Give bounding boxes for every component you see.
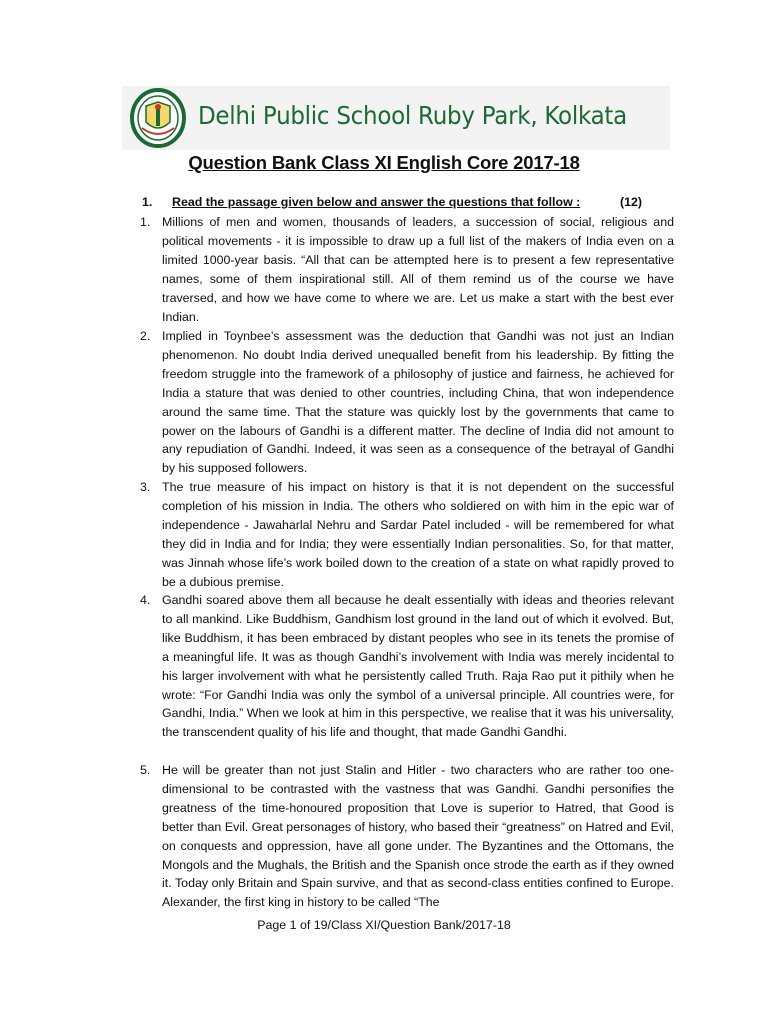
paragraph-text: Implied in Toynbee’s assessment was the deduction that Gandhi was not just an Indian phenomenon. No doubt India derived unequalled benefit from his leadership. By fitting the freedom struggle into the framework of a philosophy of justice and fairness, he achieved for India a stature that was denied to other countries, including China, that won independence around the same time. That the stature was quickly lost by the governments that came to power on the labours of Gandhi is a different matter. The decline of India did not amount to any repudiation of Gandhi. Indeed, it was seen as a consequence of the betrayal of Gandhi by his supposed followers. — [162, 329, 674, 476]
question-marks: (12) — [620, 195, 643, 209]
paragraph-number: 2. — [140, 329, 151, 343]
passage-paragraph — [140, 213, 674, 326]
paragraph-number: 1. — [140, 215, 151, 229]
paragraph-number: 4. — [140, 593, 151, 607]
paragraph-text: Millions of men and women, thousands of leaders, a succession of social, religious and political movements - it is impossible to draw up a full list of the makers of India even on a limited 1000-year basis. “All that can be attempted here is to present a few representative names, some of them inspirational still. All of them remind us of the course we have traversed, and how we have come to where we are. Let us make a start with the best ever Indian. — [162, 215, 674, 324]
passage-paragraph — [140, 478, 674, 591]
question-instruction: Read the passage given below and answer the questions that follow : — [172, 195, 581, 209]
page-title: Question Bank Class XI English Core 2017-18 — [188, 152, 580, 173]
school-crest-icon — [128, 88, 188, 148]
paragraph-number: 3. — [140, 480, 151, 494]
page-footer: Page 1 of 19/Class XI/Question Bank/2017-18 — [257, 918, 511, 932]
school-header — [122, 86, 670, 150]
passage-paragraph — [140, 591, 674, 742]
question-heading — [142, 195, 682, 209]
passage-paragraph — [140, 327, 674, 478]
paragraph-text: Gandhi soared above them all because he dealt essentially with ideas and theories relevant to all mankind. Like Buddhism, Gandhism lost ground in the land out of which it evolved. But, like Buddhism, it has been embraced by distant peoples who see in its tenets the promise of a meaningful life. It was as though Gandhi’s involvement with India was merely incidental to his larger involvement with what he persistently called Truth. Raja Rao put it pithily when he wrote: “For Gandhi India was only the symbol of a universal principle. All countries were, for Gandhi, India.” When we look at him in this perspective, we realise that it was his universality, the transcendent quality of his life and thought, that made Gandhi Gandhi. — [162, 593, 674, 740]
school-name: Delhi Public School Ruby Park, Kolkata — [198, 101, 627, 130]
passage-paragraph — [140, 761, 674, 912]
paragraph-text: The true measure of his impact on history is that it is not dependent on the successful completion of his mission in India. The others who soldiered on with him in the epic war of independence - Jawaharlal Nehru and Sardar Patel included - will be remembered for what they did in India and for India; they were essentially Indian personalities. So, for that matter, was Jinnah whose life’s work boiled down to the creation of a state on what rapidly proved to be a dubious premise. — [162, 480, 674, 589]
question-number: 1. — [142, 195, 153, 209]
paragraph-number: 5. — [140, 763, 151, 777]
paragraph-text: He will be greater than not just Stalin and Hitler - two characters who are rather too one-dimensional to be contrasted with the vastness that was Gandhi. Gandhi personifies the greatness of the time-honoured proposition that Love is superior to Hatred, that Good is better than Evil. Great personages of history, who based their “greatness” on Hatred and Evil, on conquests and oppression, have all gone under. The Byzantines and the Ottomans, the Mongols and the Mughals, the British and the Spanish once strode the earth as if they owned it. Today only Britain and Spain survive, and that as second-class entities confined to Europe. Alexander, the first king in history to be called “The — [162, 763, 674, 910]
